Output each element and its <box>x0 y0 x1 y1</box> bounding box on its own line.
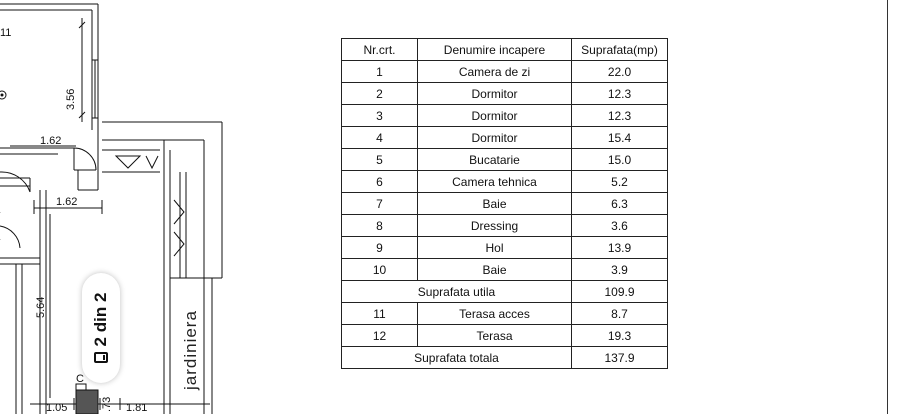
table-body-terraces <box>342 303 668 347</box>
dim-label-top: 11 <box>0 27 12 39</box>
dim-label-181: 1.81 <box>126 402 148 414</box>
triangle-mark <box>116 156 140 168</box>
subtotal-label: Suprafata utila <box>342 281 572 303</box>
cell-nr: 10 <box>342 259 418 281</box>
cell-nr: 1 <box>342 61 418 83</box>
table-row <box>342 303 668 325</box>
cell-area: 22.0 <box>572 61 668 83</box>
cell-nr: 8 <box>342 215 418 237</box>
room-area-table <box>341 38 668 369</box>
cell-nr: 3 <box>342 105 418 127</box>
header-area: Suprafata(mp) <box>572 39 668 61</box>
table-header-row <box>342 39 668 61</box>
cell-area: 12.3 <box>572 105 668 127</box>
table-row <box>342 325 668 347</box>
total-row <box>342 347 668 369</box>
dim-label-162a: 1.62 <box>40 135 62 147</box>
cell-area: 3.9 <box>572 259 668 281</box>
door-arc-left2 <box>0 212 20 248</box>
chimney-block <box>76 390 98 414</box>
floor-plan <box>0 0 340 414</box>
total-value: 137.9 <box>572 347 668 369</box>
cell-nr: 4 <box>342 127 418 149</box>
cell-name: Bucatarie <box>418 149 572 171</box>
cell-area: 19.3 <box>572 325 668 347</box>
page-icon <box>94 352 108 363</box>
cell-name: Camera de zi <box>418 61 572 83</box>
dim-label-356: 3.56 <box>65 88 77 110</box>
cell-area: 13.9 <box>572 237 668 259</box>
page-indicator-badge[interactable] <box>82 273 120 383</box>
cell-name: Dormitor <box>418 127 572 149</box>
table-row <box>342 149 668 171</box>
table-row <box>342 61 668 83</box>
cell-name: Dormitor <box>418 83 572 105</box>
cell-nr: 2 <box>342 83 418 105</box>
header-name: Denumire incapere <box>418 39 572 61</box>
total-label: Suprafata totala <box>342 347 572 369</box>
cell-nr: 11 <box>342 303 418 325</box>
cell-name: Baie <box>418 193 572 215</box>
subtotal-row <box>342 281 668 303</box>
table-row <box>342 259 668 281</box>
subtotal-value: 109.9 <box>572 281 668 303</box>
dim-label-162b: 1.62 <box>56 196 78 208</box>
cell-area: 15.4 <box>572 127 668 149</box>
cell-name: Camera tehnica <box>418 171 572 193</box>
cell-name: Terasa acces <box>418 303 572 325</box>
cell-name: Hol <box>418 237 572 259</box>
cell-name: Baie <box>418 259 572 281</box>
table-row <box>342 193 668 215</box>
table-row <box>342 215 668 237</box>
table-row <box>342 237 668 259</box>
cell-nr: 6 <box>342 171 418 193</box>
cell-nr: 9 <box>342 237 418 259</box>
cell-name: Dressing <box>418 215 572 237</box>
dim-label-73: .73 <box>101 396 113 412</box>
dim-label-105: 1.05 <box>46 402 68 414</box>
table-row <box>342 83 668 105</box>
triangle-mark <box>174 200 184 224</box>
table-row <box>342 171 668 193</box>
door-arc-left <box>0 172 30 192</box>
cell-name: Dormitor <box>418 105 572 127</box>
cell-nr: 12 <box>342 325 418 347</box>
page-border-line <box>887 0 888 414</box>
header-nr: Nr.crt. <box>342 39 418 61</box>
cell-nr: 5 <box>342 149 418 171</box>
cell-nr: 7 <box>342 193 418 215</box>
table-row <box>342 105 668 127</box>
dim-label-564: 5.64 <box>35 296 47 318</box>
cell-area: 8.7 <box>572 303 668 325</box>
cell-area: 6.3 <box>572 193 668 215</box>
door-arc <box>74 148 96 170</box>
jardiniera-label: jardiniera <box>181 310 200 390</box>
cell-area: 12.3 <box>572 83 668 105</box>
table-body-rooms <box>342 61 668 281</box>
page-indicator-text: 2 din 2 <box>91 292 110 347</box>
dim-label-c: C <box>76 373 84 385</box>
cell-name: Terasa <box>418 325 572 347</box>
cell-area: 3.6 <box>572 215 668 237</box>
cell-area: 15.0 <box>572 149 668 171</box>
cell-area: 5.2 <box>572 171 668 193</box>
table-row <box>342 127 668 149</box>
